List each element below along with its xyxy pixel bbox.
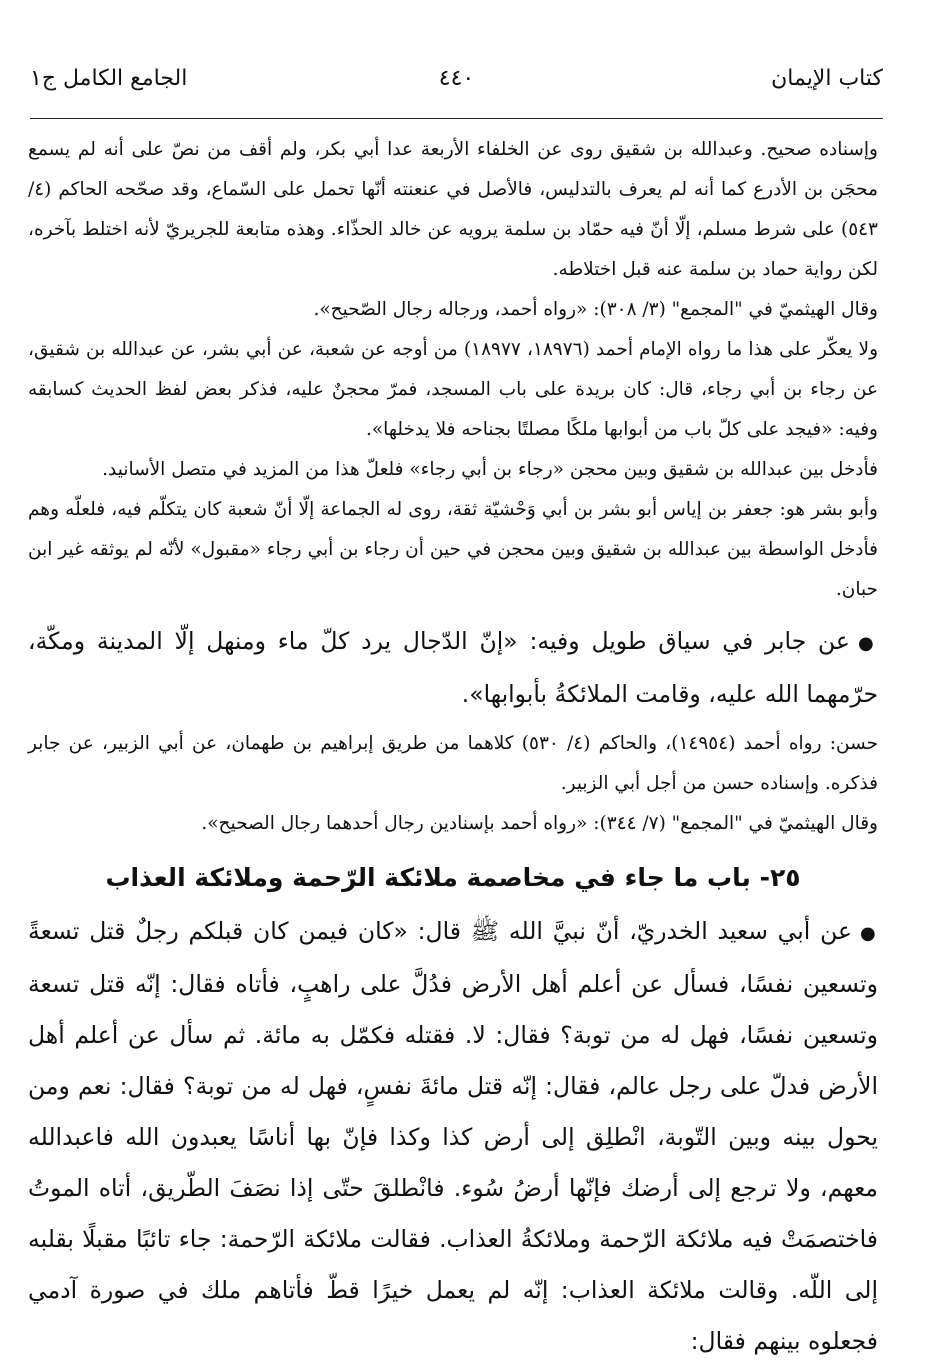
bullet-icon <box>850 627 878 655</box>
commentary-paragraph: فأدخل بين عبدالله بن شقيق وبين محجن «رجاء بن أبي رجاء» فلعلّ هذا من المزيد في متصل الأسانيد. <box>102 459 878 480</box>
commentary-paragraph: ولا يعكّر على هذا ما رواه الإمام أحمد (١٨٩٧٦، ١٨٩٧٧) من أوجه عن شعبة، عن أبي بشر، عن عبدالله بن شقيق، عن رجاء بن أبي رجاء، قال: كان بريدة على باب المسجد، فمرّ محجنٌ عليه، فذكر بعض لفظ الحديث كسابقه وفيه: «فيجد على كلّ باب من أبوابها ملكًا مصلتًا بجناحه فلا يدخلها». <box>28 339 878 440</box>
commentary-paragraph: وقال الهيثميّ في "المجمع" (٧/ ٣٤٤): «رواه أحمد بإسنادين رجال أحدهما رجال الصحيح». <box>201 813 878 834</box>
commentary-paragraph: وقال الهيثميّ في "المجمع" (٣/ ٣٠٨): «رواه أحمد، ورجاله رجال الصّحيح». <box>313 299 878 320</box>
hadith-text: عن جابر في سياق طويل وفيه: «إنّ الدّجال يرد كلّ ماء ومنهل إلّا المدينة ومكّة، حرّمهما الله عليه، وقامت الملائكةُ بأبوابها». <box>28 627 878 708</box>
commentary-paragraph: حسن: رواه أحمد (١٤٩٥٤)، والحاكم (٤/ ٥٣٠) كلاهما من طريق إبراهيم بن طهمان، عن أبي الزبير، عن جابر فذكره. وإسناده حسن من أجل أبي الزبير. <box>28 733 879 794</box>
page-body <box>28 130 878 1367</box>
hadith-paragraph <box>28 616 878 720</box>
hadith-paragraph <box>28 906 878 1367</box>
hadith-text: عن أبي سعيد الخدريّ، أنّ نبيَّ الله ﷺ قال: «كان فيمن كان قبلكم رجلٌ قتل تسعةً وتسعين نفسًا، فسأل عن أعلم أهل الأرض فدُلَّ على راهبٍ، فأتاه فقال: إنّه قتل تسعة وتسعين نفسًا، فهل له من توبة؟ فقال: لا. فقتله فكمّل به مائة. ثم سأل عن أعلم أهل الأرض فدلّ على رجل عالم، فقال: إنّه قتل مائةَ نفسٍ، فهل له من توبة؟ فقال: نعم ومن يحول بينه وبين التّوبة، انْطلِق إلى أرض كذا وكذا فإنّ بها أناسًا يعبدون الله فاعبدالله معهم، ولا ترجع إلى أرضك فإنّها أرضُ سُوء. فانْطلقَ حتّى إذا نصَفَ الطّريق، أتاه الموتُ فاختصمَتْ فيه ملائكة الرّحمة وملائكةُ العذاب. فقالت ملائكة الرّحمة: جاء تائبًا مقبلًا بقلبه إلى اللّه. وقالت ملائكة العذاب: إنّه لم يعمل خيرًا قطّ فأتاهم ملك في صورة آدمي فجعلوه بينهم فقال: <box>28 917 878 1355</box>
bullet-icon <box>852 917 878 945</box>
chapter-heading: ٢٥- باب ما جاء في مخاصمة ملائكة الرّحمة وملائكة العذاب <box>105 863 801 892</box>
commentary-paragraph: وإسناده صحيح. وعبدالله بن شقيق روى عن الخلفاء الأربعة عدا أبي بكر، ولم أقف من نصّ على أنه لم يسمع محجَن بن الأدرع كما أنه لم يعرف بالتدليس، فالأصل في عنعنته أنّها تحمل على السّماع، وقد صحّحه الحاكم (٤/ ٥٤٣) على شرط مسلم، إلّا أنّ فيه حمّاد بن سلمة يرويه عن خالد الحذّاء. وهذه متابعة للجريريّ لأنه اختلط بآخره، لكن رواية حماد بن سلمة عنه قبل اختلاطه. <box>28 139 878 280</box>
page-header <box>30 58 883 119</box>
book-title: الجامع الكامل ج١ <box>30 66 188 91</box>
book-section-title: كتاب الإيمان <box>771 66 883 91</box>
page-number: ٤٤٠ <box>438 66 475 91</box>
commentary-paragraph: وأبو بشر هو: جعفر بن إياس أبو بشر بن أبي وَحْشيّة ثقة، روى له الجماعة إلّا أنّ شعبة كان يتكلّم فيه، فلعلّه وهم فأدخل الواسطة بين عبدالله بن شقيق وبين محجن في حين أن رجاء بن أبي رجاء «مقبول» لأنّه لم يوثقه غير ابن حبان. <box>28 499 878 600</box>
